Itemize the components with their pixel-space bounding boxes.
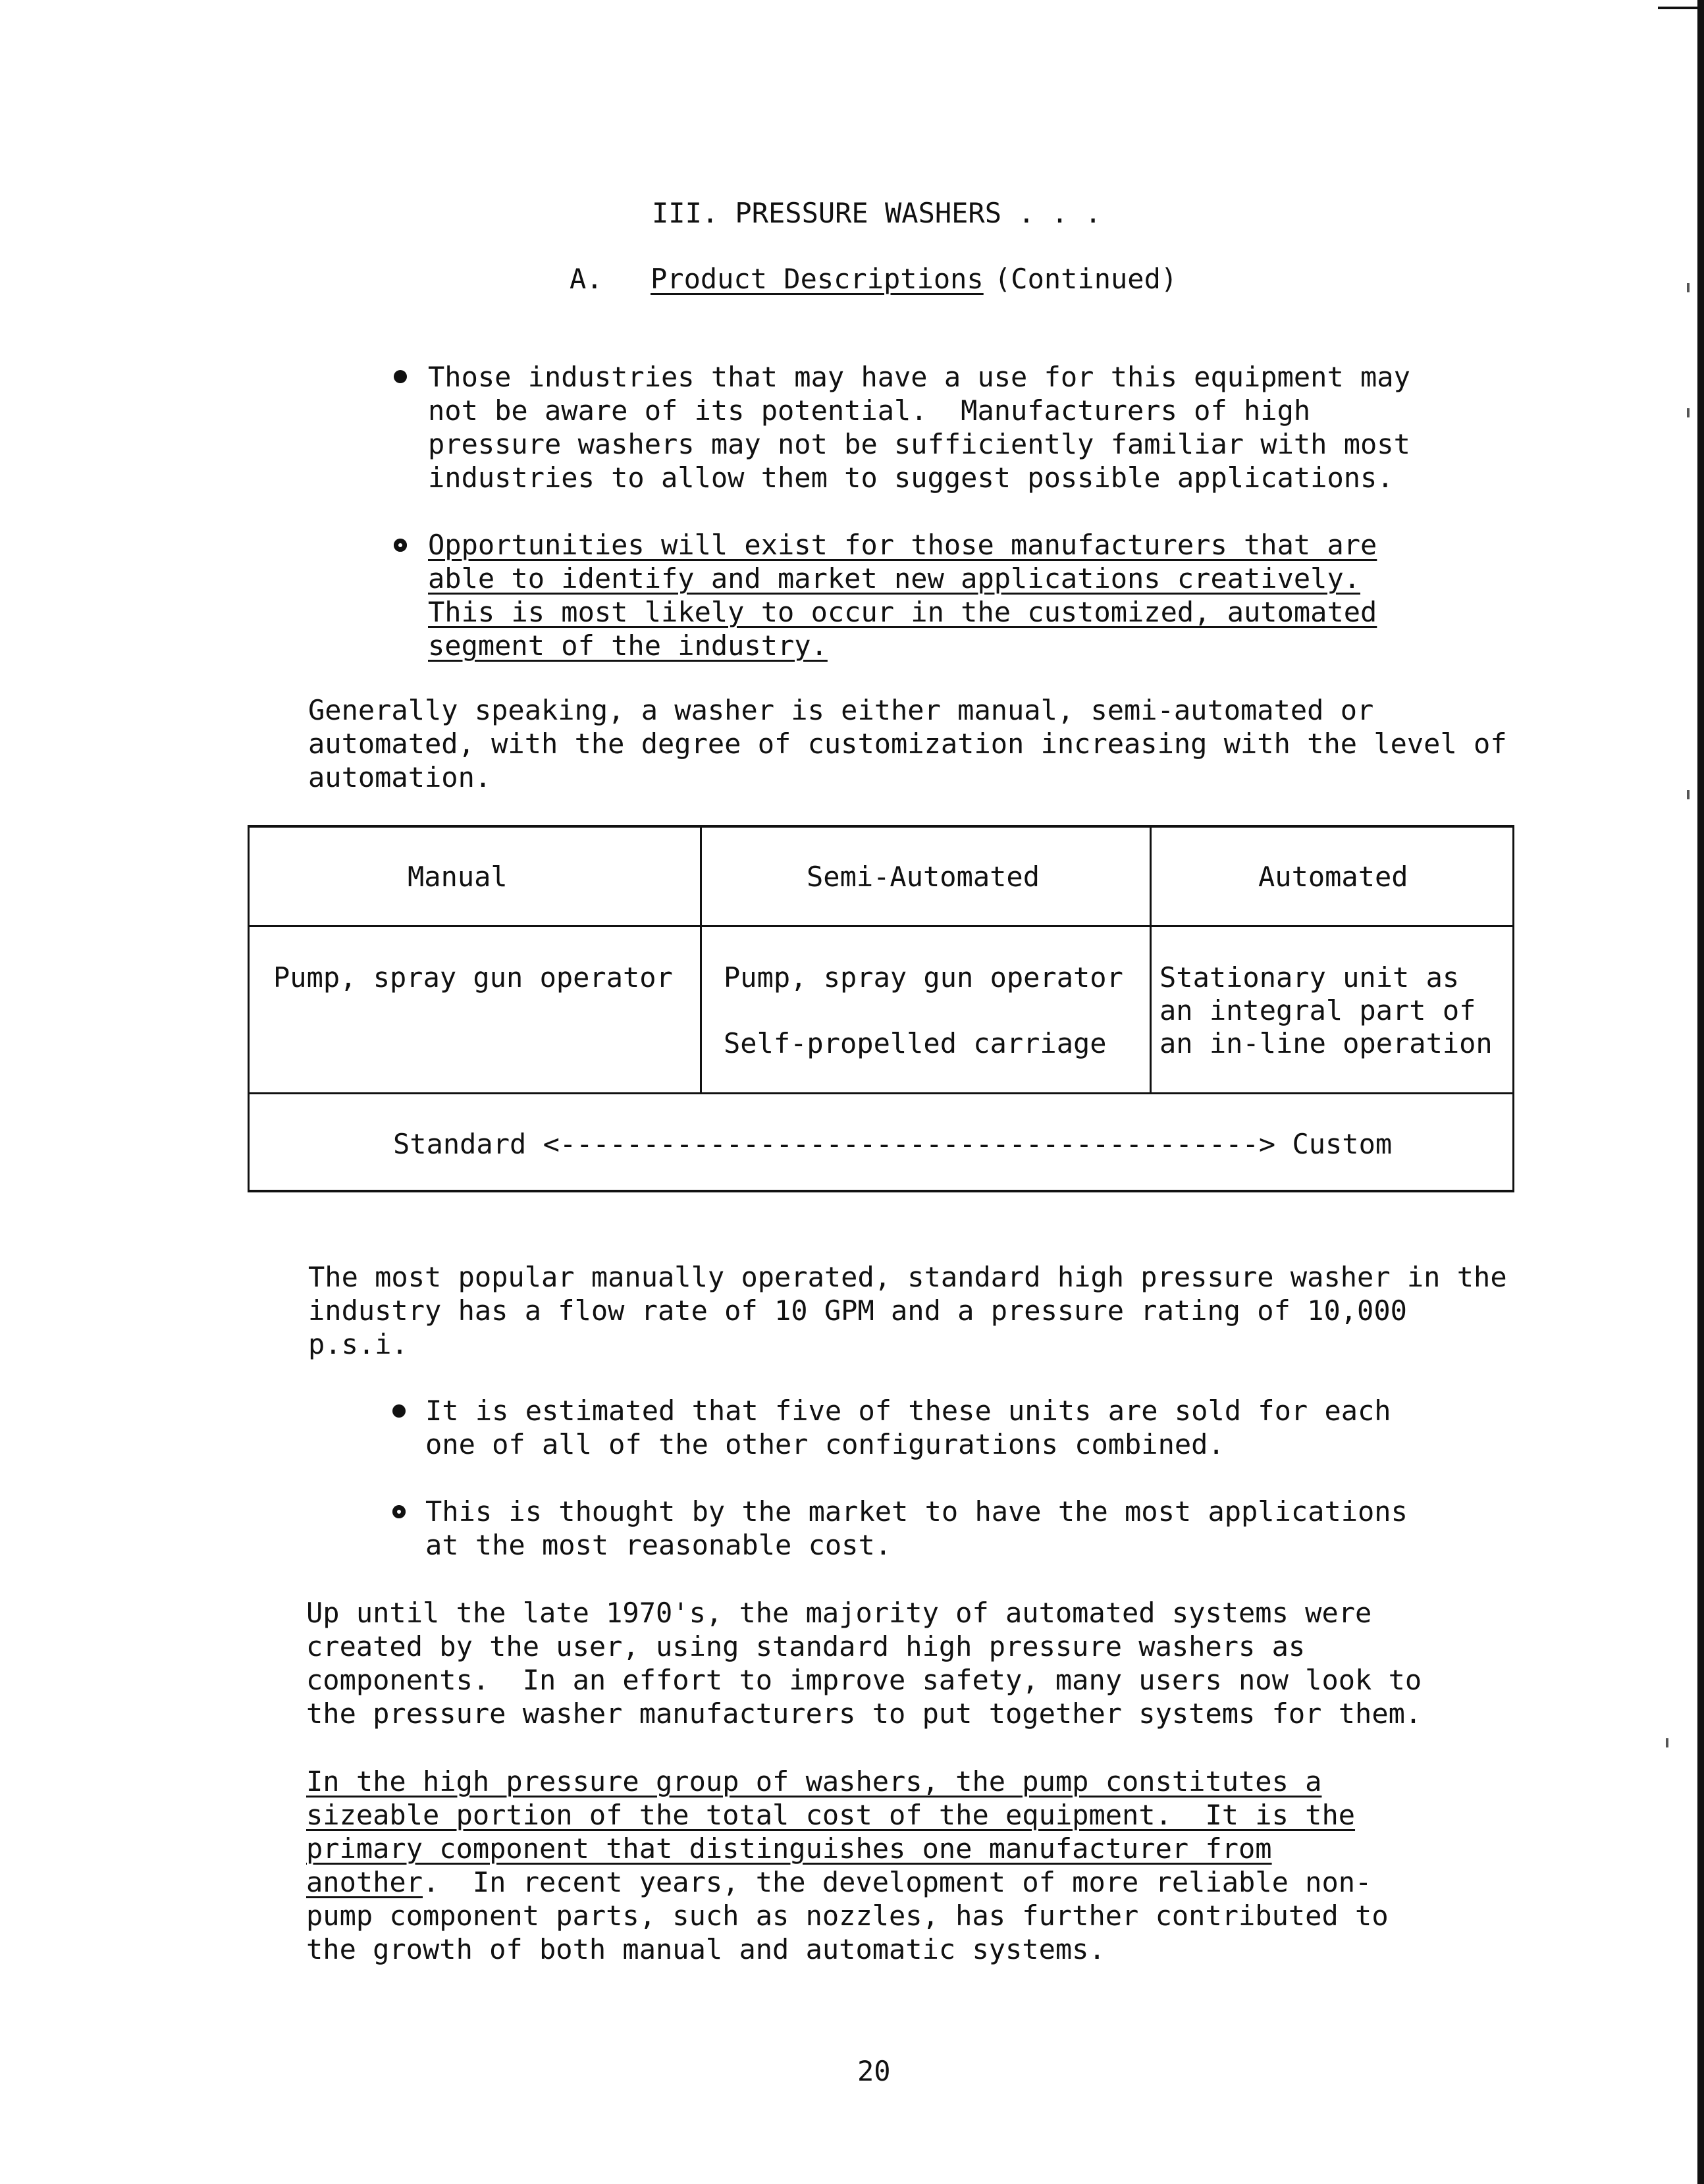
text-line: industry has a flow rate of 10 GPM and a pressure rating of 10,000 [308,1294,1407,1327]
cell-automated-3: an in-line operation [1159,1027,1493,1059]
text-line: automation. [308,761,492,793]
bullet-dot-icon [394,539,407,552]
text-line: one of all of the other configurations combined. [425,1428,1225,1460]
text-line: p.s.i. [308,1328,408,1360]
text-line: This is most likely to occur in the customized, automated [428,596,1377,628]
text-span: another [306,1866,423,1898]
row-divider [250,925,1512,927]
section-title: III. PRESSURE WASHERS . . . [652,197,1102,229]
scan-edge-top [1658,7,1704,9]
scan-speck [1687,790,1690,799]
subsection-letter: A. [570,263,603,295]
bullet-opportunities [428,528,1377,662]
cell-automated-2: an integral part of [1159,994,1476,1026]
row-divider [250,1092,1512,1094]
text-line: pressure washers may not be sufficiently familiar with most [428,428,1410,460]
header-manual: Manual [408,861,508,893]
column-divider [700,828,702,1094]
cell-semi-1: Pump, spray gun operator [724,961,1123,994]
bullet-applications [425,1495,1408,1562]
paragraph-general [308,693,1507,794]
paragraph-pump [306,1765,1389,1966]
text-line: created by the user, using standard high pressure washers as [306,1630,1306,1663]
scan-speck [1687,408,1690,417]
bullet-dot-icon [392,1505,406,1518]
text-line: It is estimated that five of these units are sold for each [425,1395,1391,1427]
cell-semi-2: Self-propelled carriage [724,1027,1107,1059]
text-line: able to identify and market new applications creatively. [428,562,1361,595]
text-line: sizeable portion of the total cost of the equipment. It is the [306,1799,1356,1831]
text-line: primary component that distinguishes one manufacturer from [306,1832,1272,1865]
text-line: components. In an effort to improve safety, many users now look to [306,1664,1422,1696]
text-line: not be aware of its potential. Manufacturers of high [428,394,1311,427]
text-line: Up until the late 1970's, the majority of automated systems were [306,1597,1372,1629]
text-line: Opportunities will exist for those manufacturers that are [428,529,1377,561]
text-line: Those industries that may have a use for this equipment may [428,361,1410,393]
text-span: . In recent years, the development of more reliable non- [423,1866,1372,1898]
column-divider [1150,828,1152,1094]
text-line: The most popular manually operated, standard high pressure washer in the [308,1261,1507,1293]
text-line: the growth of both manual and automatic systems. [306,1933,1105,1965]
header-semi-automated: Semi-Automated [807,861,1040,893]
text-line: the pressure washer manufacturers to put together systems for them. [306,1697,1422,1730]
text-line: Generally speaking, a washer is either manual, semi-automated or [308,694,1374,726]
paragraph-history [306,1596,1422,1730]
subsection-title: Product Descriptions [651,263,984,295]
subsection-note: (Continued) [994,263,1178,295]
bullet-industries [428,360,1410,494]
page-number: 20 [857,2055,891,2087]
bullet-dot-icon [394,370,407,383]
scan-edge [1697,0,1704,2184]
automation-table [248,825,1514,1192]
text-line: automated, with the degree of customization increasing with the level of [308,728,1507,760]
text-line: segment of the industry. [428,629,828,662]
cell-manual: Pump, spray gun operator [273,961,673,994]
text-line: industries to allow them to suggest possible applications. [428,462,1394,494]
text-line: at the most reasonable cost. [425,1529,892,1561]
standard-custom-scale: Standard <------------------------------------------> Custom [393,1128,1393,1160]
paragraph-popular [308,1260,1507,1361]
scan-speck [1687,283,1690,292]
cell-automated-1: Stationary unit as [1159,961,1460,994]
text-line: This is thought by the market to have the most applications [425,1495,1408,1528]
bullet-estimate [425,1394,1391,1461]
bullet-dot-icon [392,1404,406,1418]
scan-speck [1666,1738,1668,1747]
text-line: In the high pressure group of washers, the pump constitutes a [306,1765,1322,1798]
header-automated: Automated [1258,861,1408,893]
text-line: pump component parts, such as nozzles, has further contributed to [306,1900,1389,1932]
